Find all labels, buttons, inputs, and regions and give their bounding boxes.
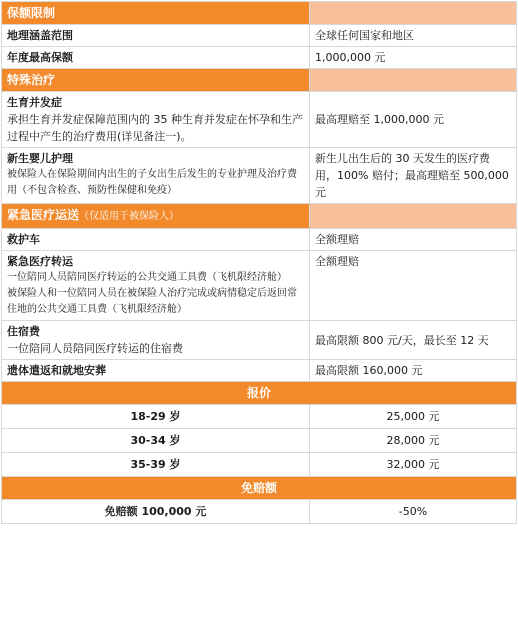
transfer-desc-1: 一位陪同人员陪同医疗转运的公共交通工具费（飞机限经济舱） <box>7 272 287 283</box>
table-row <box>2 360 517 382</box>
area-value: 全球任何国家和地区 <box>310 25 517 47</box>
table-row <box>2 229 517 251</box>
table-row <box>2 92 517 148</box>
price-age: 18-29 岁 <box>2 405 310 429</box>
section-special-treatment <box>2 69 517 92</box>
fertility-value: 最高理赔至 1,000,000 元 <box>310 92 517 148</box>
benefits-table <box>1 1 517 524</box>
section-title: 免赔额 <box>2 477 517 500</box>
section-blank <box>310 204 517 229</box>
newborn-value: 新生儿出生后的 30 天发生的医疗费用，100% 赔付；最高理赔至 500,000 元 <box>310 148 517 204</box>
table-row <box>2 453 517 477</box>
area-label: 地理涵盖范围 <box>2 25 310 47</box>
lodging-label: 住宿费 <box>7 325 40 338</box>
section-blank <box>310 2 517 25</box>
section-note: （仅适用于被保险人） <box>79 211 180 222</box>
transfer-desc-2: 被保险人和一位陪同人员在被保险人治疗完成或病情稳定后返回常住地的公共交通工具费（飞机限经济舱） <box>7 288 297 315</box>
section-blank <box>310 69 517 92</box>
table-row <box>2 321 517 360</box>
table-row <box>2 405 517 429</box>
section-title: 报价 <box>2 382 517 405</box>
benefits-table-sheet <box>1 1 516 615</box>
section-deductible <box>2 477 517 500</box>
section-coverage-limit <box>2 2 517 25</box>
lodging-value: 最高限额 800 元/天，最长至 12 天 <box>310 321 517 360</box>
fertility-label: 生育并发症 <box>7 96 62 109</box>
price-amount: 28,000 元 <box>310 429 517 453</box>
newborn-desc: 被保险人在保险期间内出生的子女出生后发生的专业护理及治疗费用（不包含检查、预防性保健和免疫） <box>7 169 297 196</box>
table-row <box>2 500 517 524</box>
ambulance-label: 救护车 <box>2 229 310 251</box>
fertility-desc: 承担生育并发症保障范围内的 35 种生育并发症在怀孕和生产过程中产生的治疗费用(详见备注一)。 <box>7 113 303 143</box>
section-title: 保额限制 <box>2 2 310 25</box>
newborn-label: 新生婴儿护理 <box>7 152 73 165</box>
section-price <box>2 382 517 405</box>
repatriation-value: 最高限额 160,000 元 <box>310 360 517 382</box>
table-row <box>2 429 517 453</box>
price-amount: 32,000 元 <box>310 453 517 477</box>
transfer-label: 紧急医疗转运 <box>7 255 73 268</box>
annual-label: 年度最高保额 <box>2 47 310 69</box>
ambulance-value: 全额理赔 <box>310 229 517 251</box>
deductible-value: -50% <box>310 500 517 524</box>
deductible-label: 免赔额 100,000 元 <box>2 500 310 524</box>
repatriation-label: 遗体遣返和就地安葬 <box>2 360 310 382</box>
section-title: 特殊治疗 <box>2 69 310 92</box>
price-age: 35-39 岁 <box>2 453 310 477</box>
section-evacuation <box>2 204 517 229</box>
lodging-desc: 一位陪同人员陪同医疗转运的住宿费 <box>7 342 183 355</box>
table-row <box>2 148 517 204</box>
price-age: 30-34 岁 <box>2 429 310 453</box>
table-row <box>2 25 517 47</box>
section-title: 紧急医疗运送 <box>7 208 80 222</box>
transfer-value: 全额理赔 <box>310 251 517 321</box>
price-amount: 25,000 元 <box>310 405 517 429</box>
table-row <box>2 47 517 69</box>
annual-value: 1,000,000 元 <box>310 47 517 69</box>
table-row <box>2 251 517 321</box>
